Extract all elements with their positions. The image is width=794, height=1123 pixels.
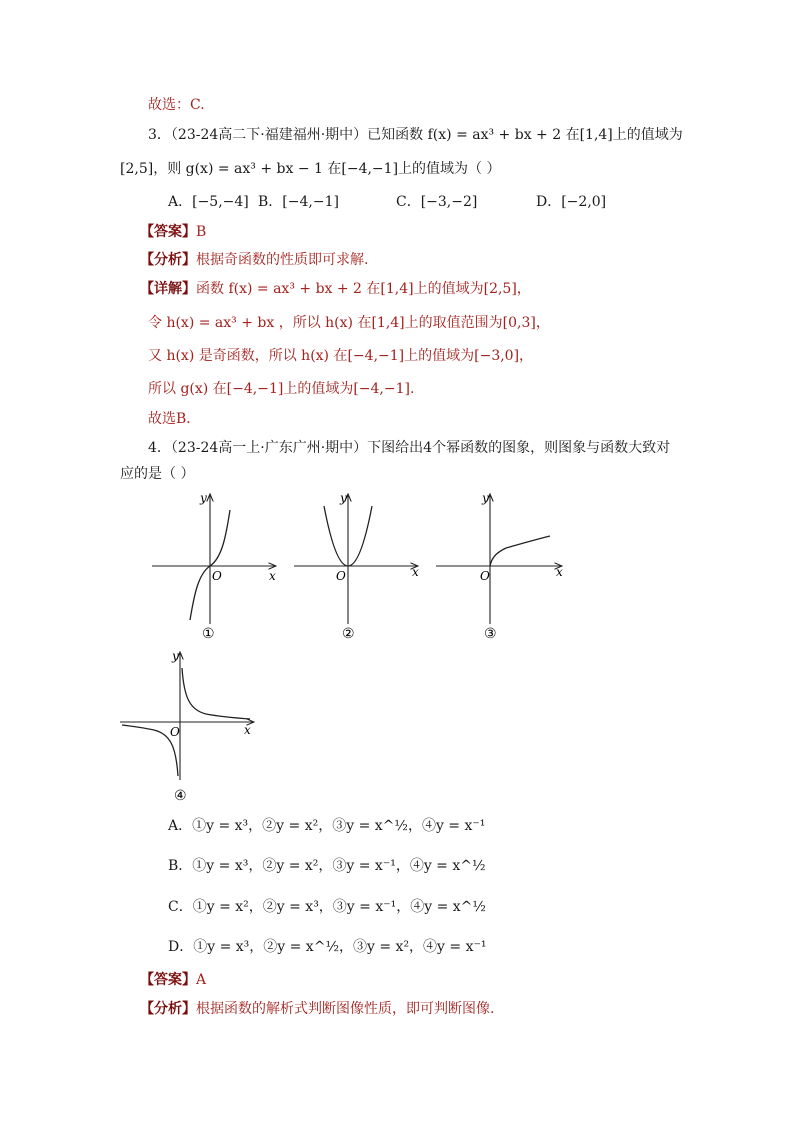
q3-analysis-tag: 【分析】 bbox=[140, 252, 196, 268]
q3-detail-line3: 又 h(x) 是奇函数，所以 h(x) 在[−4,−1]上的值域为[−3,0]， bbox=[148, 348, 534, 364]
q4-option-d: D．①y = x³，②y = x^½，③y = x²，④y = x⁻¹ bbox=[168, 939, 487, 955]
q3-stem-line1: 3．（23-24高二下·福建福州·期中）已知函数 f(x) = ax³ + bx + 2 在[1,4]上的值域为 bbox=[148, 127, 683, 143]
graph-3-curve bbox=[490, 536, 550, 566]
graph-1-caption: ① bbox=[202, 626, 215, 642]
prev-answer-line: 故选：C. bbox=[148, 97, 205, 113]
q3-detail-line4: 所以 g(x) 在[−4,−1]上的值域为[−4,−1]. bbox=[148, 381, 415, 397]
graph-4-origin: O bbox=[170, 725, 180, 739]
q4-option-a: A．①y = x³，②y = x²，③y = x^½，④y = x⁻¹ bbox=[168, 818, 486, 834]
graph-2-origin: O bbox=[336, 569, 346, 583]
q3-option-b: B．[−4,−1] bbox=[258, 194, 339, 210]
q3-answer-row bbox=[140, 222, 206, 242]
graph-3-caption: ③ bbox=[484, 626, 497, 642]
q3-stem-line2: [2,5]，则 g(x) = ax³ + bx − 1 在[−4,−1]上的值域为（ ） bbox=[120, 161, 501, 177]
graph-4 bbox=[118, 648, 268, 806]
q3-answer-value: B bbox=[196, 224, 207, 240]
q3-option-c: C．[−3,−2] bbox=[396, 194, 478, 210]
q3-option-d: D．[−2,0] bbox=[536, 194, 607, 210]
q4-option-b: B．①y = x³，②y = x²，③y = x⁻¹，④y = x^½ bbox=[168, 858, 486, 874]
q3-conclusion: 故选B． bbox=[148, 411, 201, 427]
q4-answer-value: A bbox=[196, 972, 207, 988]
q4-analysis-tag: 【分析】 bbox=[140, 1001, 196, 1017]
graph-3-origin: O bbox=[480, 569, 490, 583]
graph-4-x-label: x bbox=[244, 723, 251, 737]
q3-detail-line1: 函数 f(x) = ax³ + bx + 2 在[1,4]上的值域为[2,5]， bbox=[196, 281, 531, 297]
q4-answer-tag: 【答案】 bbox=[140, 972, 196, 988]
graph-3-y-label: y bbox=[482, 491, 489, 505]
q4-analysis-text: 根据函数的解析式判断图像性质，即可判断图像. bbox=[196, 1001, 495, 1017]
q4-stem-line1: 4．（23-24高一上·广东广州·期中）下图给出4个幂函数的图象，则图象与函数大致对 bbox=[148, 440, 671, 456]
q4-stem-line2: 应的是（ ） bbox=[120, 466, 195, 482]
q3-detail-tag: 【详解】 bbox=[140, 281, 196, 297]
graph-3-x-label: x bbox=[556, 565, 563, 579]
graph-1 bbox=[148, 488, 288, 648]
q3-option-a: A．[−5,−4] bbox=[168, 194, 249, 210]
q3-detail-line2: 令 h(x) = ax³ + bx ，所以 h(x) 在[1,4]上的取值范围为[0,3]， bbox=[148, 315, 550, 331]
graph-2-y-label: y bbox=[340, 491, 347, 505]
graph-4-curve-positive bbox=[182, 668, 250, 719]
graph-2 bbox=[290, 488, 430, 648]
graph-1-origin: O bbox=[212, 569, 222, 583]
q4-analysis-row bbox=[140, 999, 494, 1019]
graph-2-caption: ② bbox=[342, 626, 355, 642]
graph-4-caption: ④ bbox=[174, 788, 187, 804]
q3-answer-tag: 【答案】 bbox=[140, 224, 196, 240]
graph-3 bbox=[432, 488, 572, 648]
graph-1-y-label: y bbox=[200, 491, 207, 505]
q3-analysis-text: 根据奇函数的性质即可求解. bbox=[196, 252, 369, 268]
graph-4-y-label: y bbox=[172, 649, 179, 663]
graph-1-x-label: x bbox=[269, 569, 276, 583]
q3-detail-row bbox=[140, 279, 531, 299]
graph-2-x-label: x bbox=[412, 565, 419, 579]
q4-option-c: C．①y = x²，②y = x³，③y = x⁻¹，④y = x^½ bbox=[168, 899, 486, 915]
q4-answer-row bbox=[140, 970, 206, 990]
q3-analysis-row bbox=[140, 250, 368, 270]
